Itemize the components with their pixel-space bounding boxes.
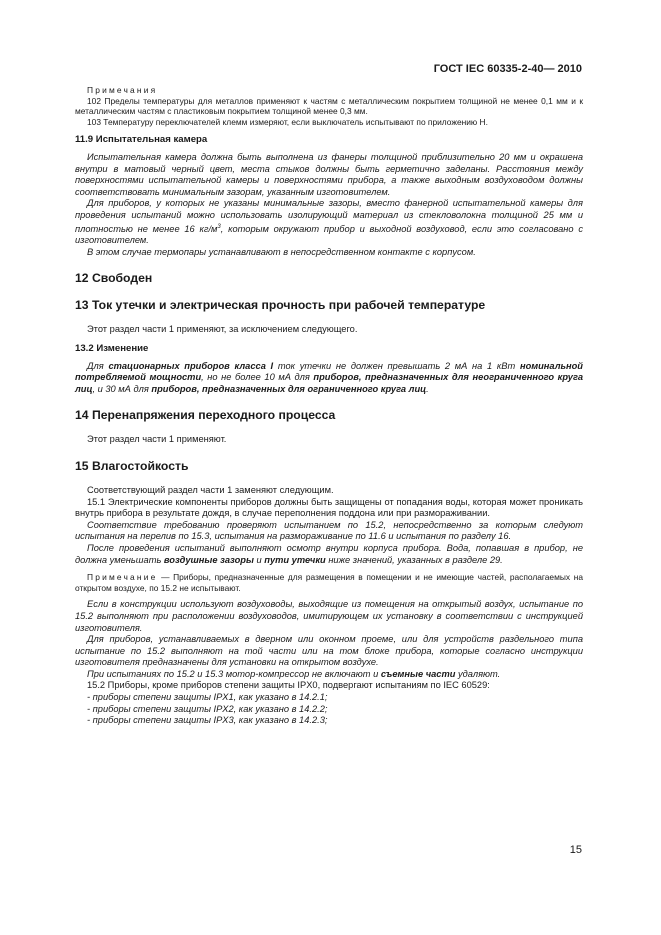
section-13-heading: 13 Ток утечки и электрическая прочность при рабочей температуре bbox=[75, 298, 486, 313]
section-15-p5: Если в конструкции используют воздуховоды, выходящие из помещения на открытый воздух, испытание по 15.2 выполняют при расположении воздуховодов, имитирующем их установку в соответствии с инструкцией изготовителя. bbox=[75, 599, 583, 633]
list-item: - приборы степени защиты IPX1, как указано в 14.2.1; bbox=[87, 692, 328, 703]
list-item: - приборы степени защиты IPX2, как указано в 14.2.2; bbox=[87, 703, 328, 714]
section-11-9-p1: Испытательная камера должна быть выполнена из фанеры толщиной приблизительно 20 мм и окрашена внутри в матовый черный цвет, места стыков должны быть герметично заделаны. Расстояния между поверхностями испытательной камеры и поверхностями прибора, а также выходным воздуховодом должны соответствовать минимальным зазорам, указанным изготовителем. bbox=[75, 151, 583, 197]
section-15-1-p: 15.1 Электрические компоненты приборов должны быть защищены от попадания воды, которая может проникать внутрь прибора в результате дождя, в случае переполнения поддона или при размораживании. bbox=[75, 496, 583, 519]
document-body bbox=[75, 85, 583, 727]
section-13-p1: Этот раздел части 1 применяют, за исключением следующего. bbox=[87, 324, 358, 335]
section-13-2-p: Для стационарных приборов класса I ток утечки не должен превышать 2 мА на 1 кВт номинальной потребляемой мощности, но не более 10 мА для приборов, предназначенных для неограниченного круга лиц, и 30 мА для приборов, предназначенных для ограниченного круга лиц. bbox=[75, 360, 583, 394]
section-15-note: Примечание — Приборы, предназначенные для размещения в помещении и не имеющие частей, располагаемых на открытом воздухе, по 15.2 не испытывают. bbox=[75, 572, 583, 593]
section-14-p1: Этот раздел части 1 применяют. bbox=[87, 434, 227, 445]
document-id: ГОСТ IEC 60335-2-40— 2010 bbox=[433, 63, 582, 75]
section-12-heading: 12 Свободен bbox=[75, 271, 153, 286]
note-102: 102 Пределы температуры для металлов применяют к частям с металлическим покрытием толщиной не менее 0,1 мм и к металлическим частям с пластиковым покрытием толщиной менее 0,3 мм. bbox=[75, 95, 583, 117]
section-15-p3: Соответствие требованию проверяют испытанием по 15.2, непосредственно за которым следуют испытания на перелив по 15.3, испытания на размораживание по 11.6 и испытания по разделу 16. bbox=[75, 519, 583, 542]
section-15-p6: Для приборов, устанавливаемых в дверном или оконном проеме, или для устройств раздельного типа испытание по 15.2 выполняют на той части или на том блоке прибора, которые согласно инструкции изготовителя предназначены для установки на открытом воздухе. bbox=[75, 634, 583, 668]
section-15-heading: 15 Влагостойкость bbox=[75, 458, 189, 473]
section-15-p1: Соответствующий раздел части 1 заменяют следующим. bbox=[87, 484, 334, 495]
section-15-p7: При испытаниях по 15.2 и 15.3 мотор-компрессор не включают и съемные части удаляют. bbox=[87, 668, 501, 679]
section-14-heading: 14 Перенапряжения переходного процесса bbox=[75, 408, 336, 423]
page-number: 15 bbox=[569, 844, 582, 856]
section-15-p4: После проведения испытаний выполняют осмотр внутри корпуса прибора. Вода, попавшая в прибор, не должна уменьшать воздушные зазоры и пути утечки ниже значений, указанных в разделе 29. bbox=[75, 542, 583, 565]
section-11-9-p2: Для приборов, у которых не указаны минимальные зазоры, вместо фанерной испытательной камеры для проведения испытаний можно использовать изолирующий материал из стекловолокна толщиной 25 мм и плотностью не менее 16 $кг/м^3$, которым окружают прибор и выходной воздуховод, если это согласовано с изготовителем. bbox=[75, 198, 583, 246]
notes-title: Примечания bbox=[87, 85, 158, 95]
section-11-9-heading: 11.9 Испытательная камера bbox=[75, 134, 208, 146]
section-15-2-p: 15.2 Приборы, кроме приборов степени защиты IPX0, подвергают испытаниям по IEC 60529: bbox=[87, 680, 490, 691]
section-13-2-heading: 13.2 Изменение bbox=[75, 343, 149, 354]
list-item: - приборы степени защиты IPX3, как указано в 14.2.3; bbox=[87, 715, 328, 726]
note-103: 103 Температуру переключателей клемм измеряют, если выключатель испытывают по приложению Н. bbox=[87, 116, 488, 127]
section-11-9-p3: В этом случае термопары устанавливают в непосредственном контакте с корпусом. bbox=[87, 246, 476, 257]
